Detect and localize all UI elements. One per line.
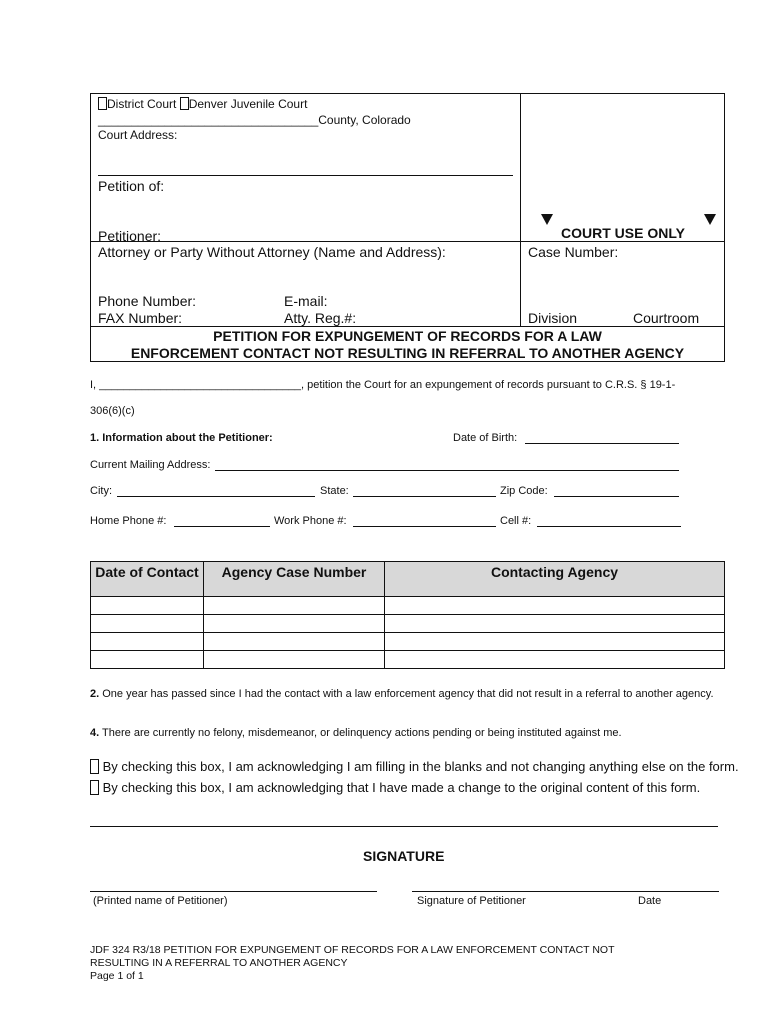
statement-2	[90, 687, 726, 701]
statement-4-number: 4.	[90, 727, 100, 739]
court-use-arrow-left-icon	[541, 214, 553, 225]
row-date-cell[interactable]	[91, 633, 204, 651]
juvenile-court-label: Denver Juvenile Court	[188, 97, 308, 111]
signature-of-petitioner-label: Signature of Petitioner	[417, 895, 526, 907]
dob-line[interactable]	[525, 443, 679, 444]
district-court-checkbox[interactable]	[98, 97, 107, 110]
form-title-line2: ENFORCEMENT CONTACT NOT RESULTING IN REFERRAL TO ANOTHER AGENCY	[130, 345, 685, 361]
intro-line1[interactable]: I, _________________________________, petition the Court for an expungement of records pursuant to C.R.S. § 19-1-	[90, 379, 676, 391]
row-agency-cell[interactable]	[385, 633, 725, 651]
attorney-label: Attorney or Party Without Attorney (Name and Address):	[98, 244, 446, 260]
state-label: State:	[320, 485, 349, 497]
ack-no-change-checkbox[interactable]	[90, 759, 99, 774]
row-case-number-cell[interactable]	[204, 651, 385, 669]
separator-line	[90, 826, 718, 827]
row-agency-cell[interactable]	[385, 615, 725, 633]
agency-table-body	[91, 597, 725, 669]
signature-heading: SIGNATURE	[363, 848, 445, 864]
printed-name-label: (Printed name of Petitioner)	[93, 895, 228, 907]
row-case-number-cell[interactable]	[204, 615, 385, 633]
petitioner-label: Petitioner:	[98, 228, 162, 244]
header-date-of-contact: Date of Contact	[91, 562, 204, 597]
row-date-cell[interactable]	[91, 651, 204, 669]
row-agency-cell[interactable]	[385, 597, 725, 615]
table-row	[91, 633, 725, 651]
agency-contact-table	[90, 561, 725, 669]
table-row	[91, 615, 725, 633]
table-row	[91, 651, 725, 669]
district-court-label: District Court	[107, 97, 177, 111]
home-phone-line[interactable]	[174, 526, 270, 527]
juvenile-court-checkbox[interactable]	[180, 97, 189, 110]
ack-row-2	[90, 780, 700, 795]
zip-code-label: Zip Code:	[500, 485, 548, 497]
row-case-number-cell[interactable]	[204, 597, 385, 615]
ack-changed-checkbox[interactable]	[90, 780, 99, 795]
court-use-arrow-right-icon	[704, 214, 716, 225]
petition-of-label: Petition of:	[98, 178, 165, 194]
row-date-cell[interactable]	[91, 615, 204, 633]
phone-number-label: Phone Number:	[98, 293, 197, 309]
email-label: E-mail:	[284, 293, 328, 309]
statement-2-number: 2.	[90, 688, 100, 700]
cell-label: Cell #:	[500, 515, 532, 527]
state-line[interactable]	[353, 496, 496, 497]
statement-4-text: There are currently no felony, misdemeanor, or delinquency actions pending or being instituted against me.	[99, 727, 622, 739]
county-field[interactable]: _________________________________County, Colorado	[98, 113, 411, 127]
page-number: Page 1 of 1	[90, 970, 144, 982]
ack-no-change-label: By checking this box, I am acknowledging I am filling in the blanks and not changing anything else on the form.	[102, 759, 739, 774]
court-type-row	[98, 97, 307, 111]
dob-label: Date of Birth:	[453, 432, 518, 444]
date-label: Date	[638, 895, 662, 907]
atty-reg-label: Atty. Reg.#:	[284, 310, 357, 326]
caption-hline-title	[90, 326, 725, 327]
table-row	[91, 597, 725, 615]
row-agency-cell[interactable]	[385, 651, 725, 669]
mailing-address-label: Current Mailing Address:	[90, 459, 211, 471]
court-use-only-label: COURT USE ONLY	[561, 225, 685, 241]
caption-divider	[520, 93, 521, 326]
cell-line[interactable]	[537, 526, 681, 527]
ack-changed-label: By checking this box, I am acknowledging that I have made a change to the original content of this form.	[102, 780, 701, 795]
fax-number-label: FAX Number:	[98, 310, 183, 326]
case-number-label: Case Number:	[528, 244, 619, 260]
footer-line2: RESULTING IN A REFERRAL TO ANOTHER AGENCY	[90, 957, 348, 969]
petitioner-line[interactable]	[163, 241, 465, 242]
statement-2-text: One year has passed since I had the contact with a law enforcement agency that did not result in a referral to another agency.	[99, 688, 714, 700]
statement-4	[90, 727, 622, 739]
court-address-label: Court Address:	[98, 128, 178, 142]
court-address-line[interactable]	[98, 175, 513, 176]
courtroom-label: Courtroom	[633, 310, 700, 326]
work-phone-label: Work Phone #:	[274, 515, 347, 527]
home-phone-label: Home Phone #:	[90, 515, 167, 527]
division-label: Division	[528, 310, 578, 326]
city-line[interactable]	[117, 496, 315, 497]
section1-heading: 1. Information about the Petitioner:	[90, 432, 273, 444]
row-case-number-cell[interactable]	[204, 633, 385, 651]
work-phone-line[interactable]	[353, 526, 496, 527]
city-label: City:	[90, 485, 112, 497]
zip-code-line[interactable]	[554, 496, 679, 497]
row-date-cell[interactable]	[91, 597, 204, 615]
table-header-row	[91, 562, 725, 597]
signature-line[interactable]	[412, 891, 719, 892]
footer-line1: JDF 324 R3/18 PETITION FOR EXPUNGEMENT OF RECORDS FOR A LAW ENFORCEMENT CONTACT NOT	[90, 944, 615, 956]
form-title-line1: PETITION FOR EXPUNGEMENT OF RECORDS FOR A LAW	[213, 328, 602, 344]
printed-name-line[interactable]	[90, 891, 377, 892]
mailing-address-line[interactable]	[215, 470, 679, 471]
ack-row-1	[90, 759, 739, 774]
intro-line2: 306(6)(c)	[90, 405, 135, 417]
header-contacting-agency: Contacting Agency	[385, 562, 725, 597]
header-agency-case-number: Agency Case Number	[204, 562, 385, 597]
